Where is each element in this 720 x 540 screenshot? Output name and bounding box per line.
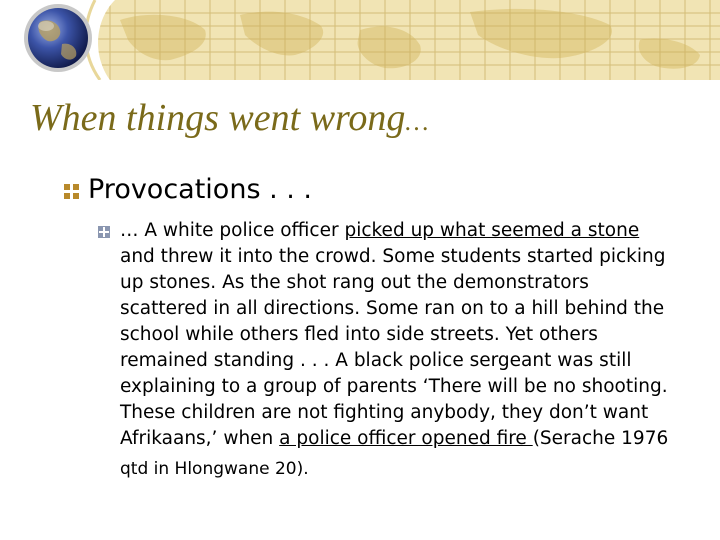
quote-line: Afrikaans,’ when a police officer opened fire (Serache 1976 xyxy=(120,428,669,449)
quote-line: and threw it into the crowd. Some students started picking xyxy=(120,246,666,267)
quote-line: … A white police officer picked up what seemed a stone xyxy=(120,220,640,241)
quote-line: scattered in all directions. Some ran on to a hill behind the xyxy=(120,298,665,319)
bullet-icon xyxy=(64,184,79,199)
bullet-heading: Provocations . . . xyxy=(88,174,313,205)
header-banner xyxy=(0,0,720,80)
quote-line: up stones. As the shot rang out the demonstrators xyxy=(120,272,589,293)
slide-title xyxy=(30,96,429,140)
quote-line: These children are not fighting anybody, they don’t want xyxy=(120,402,649,423)
globe-icon xyxy=(24,4,92,72)
world-map-banner xyxy=(0,0,720,80)
title-ellipsis: … xyxy=(405,107,429,136)
slide-title-text: When things went wrong xyxy=(30,97,406,139)
quote-paragraph xyxy=(120,218,705,482)
quote-line: remained standing . . . A black police sergeant was still xyxy=(120,350,632,371)
quote-line: school while others fled into side streets. Yet others xyxy=(120,324,598,345)
citation: qtd in Hlongwane 20). xyxy=(120,459,309,479)
quote-line: explaining to a group of parents ‘There will be no shooting. xyxy=(120,376,668,397)
sub-bullet-icon xyxy=(98,226,110,238)
